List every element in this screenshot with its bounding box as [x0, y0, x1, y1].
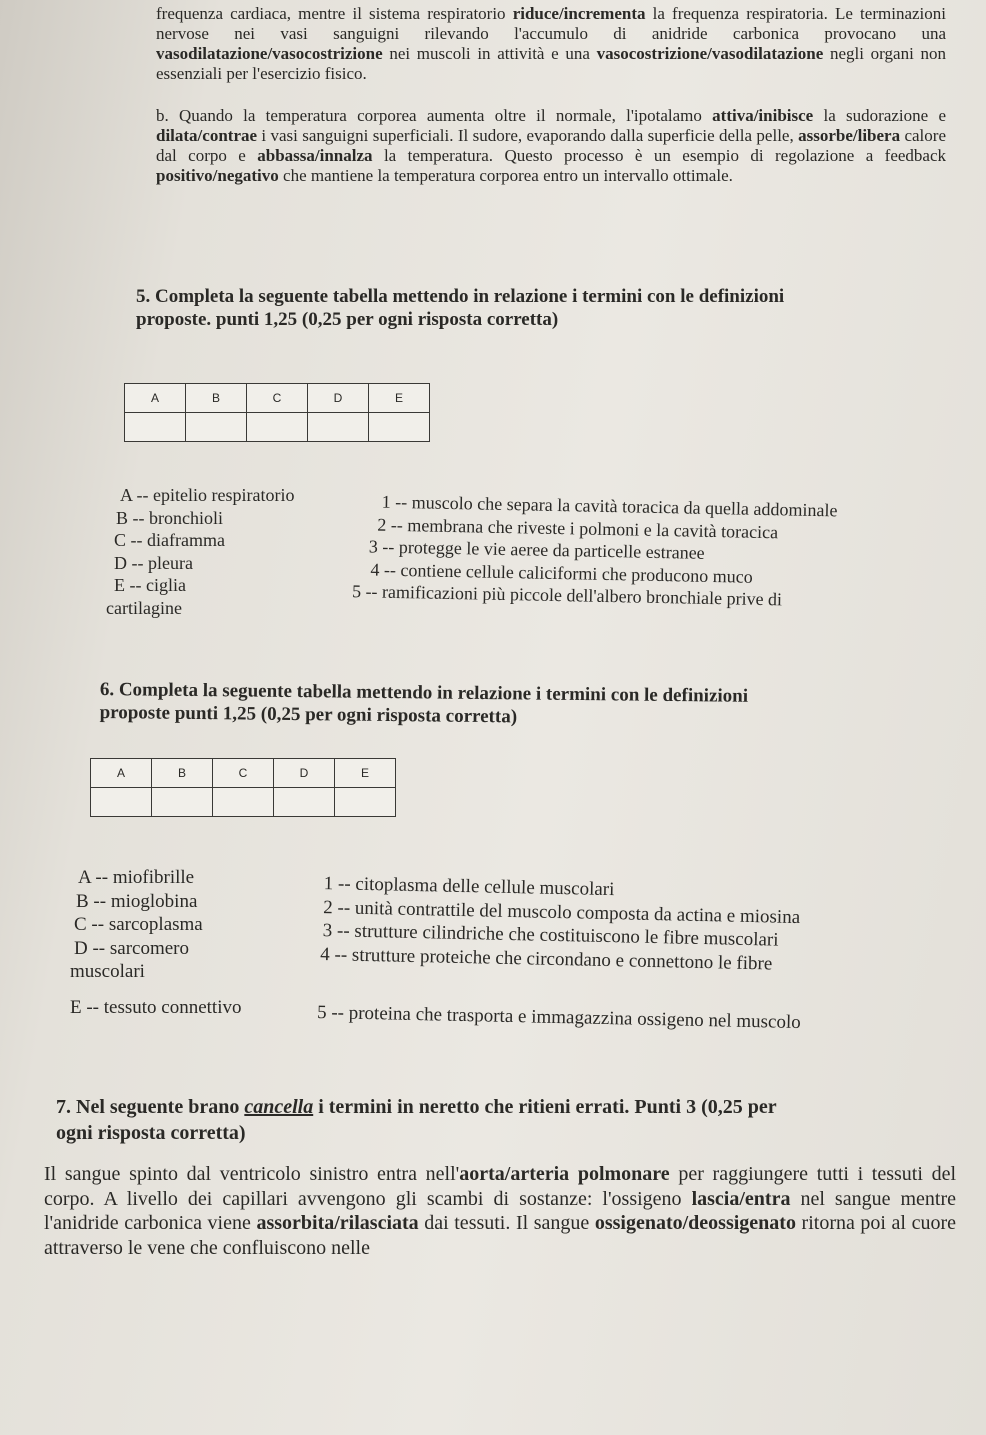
- question-7-title: [56, 1094, 956, 1146]
- section-4-text: [156, 4, 946, 186]
- definition-item: 4 -- contiene cellule caliciformi che producono muco: [370, 558, 753, 587]
- header-cell-e: E: [369, 384, 430, 413]
- header-cell-a: A: [125, 384, 186, 413]
- question-5-terms: [106, 484, 295, 619]
- answer-row: [125, 413, 430, 442]
- term-item: C -- sarcoplasma: [74, 914, 203, 935]
- term-item: A -- epitelio respiratorio: [120, 485, 295, 505]
- question-6-terms: [70, 866, 242, 1019]
- bold-choice-term: assorbita/rilasciata: [256, 1212, 419, 1234]
- bold-choice-term: attiva/inibisce: [712, 106, 814, 125]
- paragraph-a: [156, 4, 946, 84]
- term-item: C -- diaframma: [114, 530, 225, 550]
- text-segment: negli organi non essenziali per l'esercizio fisico.: [156, 44, 946, 83]
- term-item: B -- bronchioli: [116, 507, 223, 528]
- question-7-title-line1: 7. Nel seguente brano cancella i termini in neretto che ritieni errati. Punti 3 (0,25 per: [56, 1096, 777, 1118]
- header-cell-b: B: [186, 384, 247, 413]
- bold-choice-term: ossigenato/deossigenato: [594, 1212, 796, 1234]
- answer-cell-a[interactable]: [91, 788, 152, 817]
- bold-choice-term: dilata/contrae: [156, 126, 258, 145]
- definition-item: 2 -- membrana che riveste i polmoni e la cavità toracica: [377, 514, 779, 542]
- term-item: E -- ciglia: [114, 575, 186, 595]
- bold-choice-term: vasocostrizione/vasodilatazione: [596, 44, 824, 63]
- header-cell-c: C: [213, 759, 274, 788]
- question-6-title: [100, 678, 960, 733]
- definition-item: 4 -- strutture proteiche che circondano e connettono le fibre: [320, 943, 773, 974]
- definition-item: 5 -- ramificazioni più piccole dell'albero bronchiale prive di: [351, 581, 783, 610]
- question-5-title: [136, 285, 956, 331]
- definition-item: 1 -- muscolo che separa la cavità toracica da quella addominale: [381, 491, 838, 521]
- term-item: D -- pleura: [114, 552, 193, 573]
- table-header-row: [91, 759, 396, 788]
- text-segment: Il sangue spinto dal ventricolo sinistro entra nell': [44, 1163, 460, 1185]
- answer-cell-d[interactable]: [274, 788, 335, 817]
- answer-cell-b[interactable]: [186, 413, 247, 442]
- paragraph-b: [156, 106, 946, 186]
- definition-item: 3 -- strutture cilindriche che costituiscono le fibre muscolari: [322, 920, 779, 951]
- definition-item: 3 -- protegge le vie aeree da particelle estranee: [368, 536, 705, 563]
- text-segment: ritorna poi al cuore attraverso le vene che confluiscono nelle: [44, 1212, 956, 1259]
- answer-row: [91, 788, 396, 817]
- underlined-word: cancella: [244, 1096, 314, 1118]
- definition-item: 1 -- citoplasma delle cellule muscolari: [323, 873, 615, 901]
- answer-cell-d[interactable]: [308, 413, 369, 442]
- text-segment: la sudorazione e: [813, 106, 947, 125]
- term-item: cartilagine: [106, 597, 182, 618]
- text-segment: per raggiungere tutti i tessuti del corpo. A livello dei capillari avvengono gli scambi di sostanze: l'ossigeno: [44, 1163, 956, 1210]
- question-6-answer-table: [90, 758, 396, 817]
- bold-choice-term: aorta/arteria polmonare: [459, 1163, 670, 1185]
- header-cell-c: C: [247, 384, 308, 413]
- answer-cell-e[interactable]: [335, 788, 396, 817]
- question-6-title-line2: proposte punti 1,25 (0,25 per ogni risposta corretta): [99, 701, 518, 728]
- question-5-title-line1: 5. Completa la seguente tabella mettendo in relazione i termini con le definizioni: [136, 286, 785, 307]
- definition-item: 5 -- proteina che trasporta e immagazzina ossigeno nel muscolo: [316, 1001, 801, 1034]
- question-7-title-line2: ogni risposta corretta): [56, 1122, 246, 1144]
- header-cell-d: D: [308, 384, 369, 413]
- text-segment: calore dal corpo e: [156, 126, 946, 165]
- answer-cell-e[interactable]: [369, 413, 430, 442]
- text-segment: che mantiene la temperatura corporea entro un intervallo ottimale.: [278, 166, 733, 185]
- question-5-title-line2: proposte. punti 1,25 (0,25 per ogni risposta corretta): [136, 309, 559, 330]
- passage-text: [44, 1162, 956, 1260]
- header-cell-a: A: [91, 759, 152, 788]
- text-segment: la temperatura. Questo processo è un esempio di regolazione a feedback: [372, 146, 946, 165]
- text-segment: b. Quando la temperatura corporea aumenta oltre il normale, l'ipotalamo: [156, 106, 713, 125]
- term-item: A -- miofibrille: [78, 867, 195, 888]
- header-cell-b: B: [152, 759, 213, 788]
- text-segment: dai tessuti. Il sangue: [418, 1212, 595, 1234]
- bold-choice-term: lascia/entra: [691, 1187, 791, 1210]
- bold-choice-term: assorbe/libera: [798, 126, 901, 145]
- header-cell-e: E: [335, 759, 396, 788]
- answer-cell-c[interactable]: [213, 788, 274, 817]
- answer-cell-c[interactable]: [247, 413, 308, 442]
- bold-choice-term: positivo/negativo: [156, 166, 279, 185]
- question-6-definitions: [317, 872, 804, 1035]
- question-7-passage: [44, 1162, 956, 1260]
- term-item: muscolari: [70, 961, 145, 982]
- answer-cell-a[interactable]: [125, 413, 186, 442]
- definition-item: 2 -- unità contrattile del muscolo composta da actina e miosina: [323, 896, 801, 928]
- question-5-answer-table: [124, 383, 430, 442]
- text-segment: nei muscoli in attività e una: [382, 44, 597, 63]
- term-item: D -- sarcomero: [74, 937, 190, 959]
- table-header-row: [125, 384, 430, 413]
- header-cell-d: D: [274, 759, 335, 788]
- text-segment: i vasi sanguigni superficiali. Il sudore, evaporando dalla superficie della pelle,: [257, 126, 799, 145]
- term-item: E -- tessuto connettivo: [70, 996, 242, 1018]
- question-6-title-line1: 6. Completa la seguente tabella mettendo in relazione i termini con le definizioni: [99, 678, 749, 707]
- answer-cell-b[interactable]: [152, 788, 213, 817]
- question-5-definitions: [346, 490, 838, 612]
- bold-choice-term: vasodilatazione/vasocostrizione: [156, 44, 383, 63]
- term-item: B -- mioglobina: [76, 890, 198, 912]
- text-segment: la frequenza respiratoria. Le terminazioni nervose nei vasi sanguigni rilevando l'accumulo di anidride carbonica provocano una: [156, 4, 946, 43]
- text-segment: nel sangue mentre l'anidride carbonica viene: [44, 1187, 957, 1234]
- bold-choice-term: abbassa/innalza: [257, 146, 373, 165]
- text-segment: frequenza cardiaca, mentre il sistema respiratorio: [156, 4, 513, 23]
- bold-choice-term: riduce/incrementa: [512, 4, 646, 23]
